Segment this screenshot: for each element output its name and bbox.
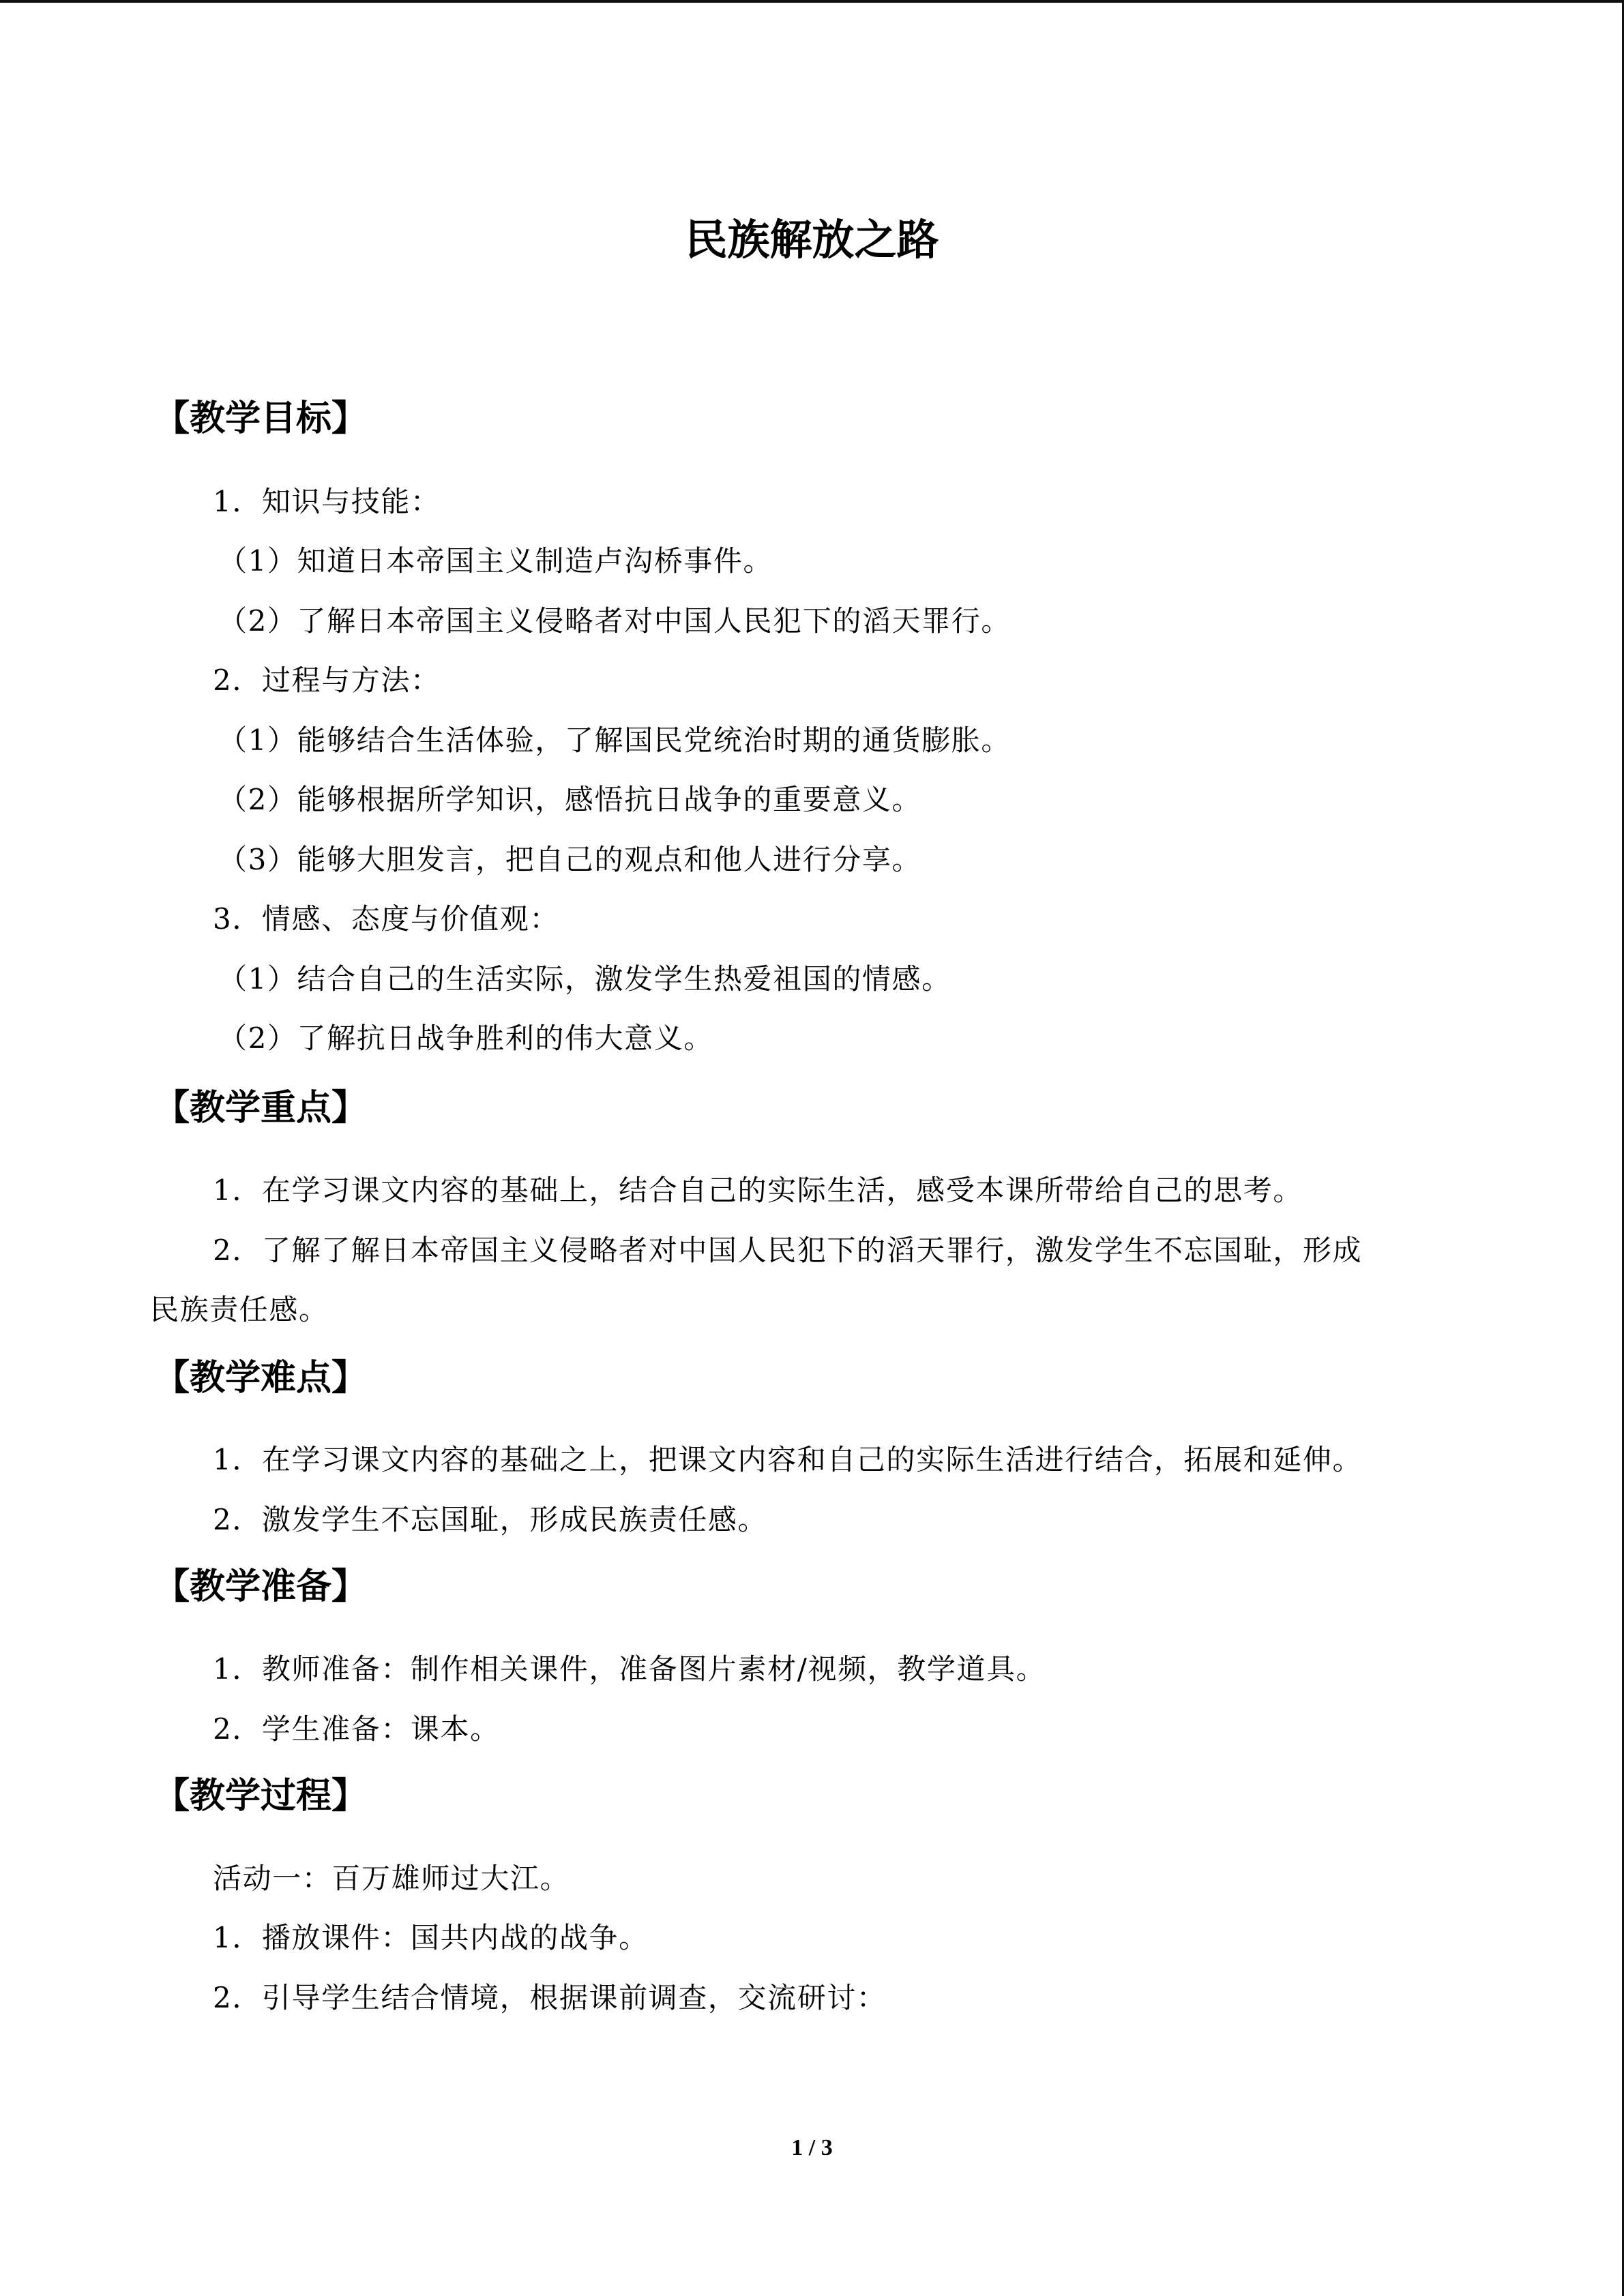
section-heading-preparation: 【教学准备】 [154, 1566, 368, 1607]
objective-line: 1．知识与技能： [213, 485, 441, 518]
objective-line: （2）了解日本帝国主义侵略者对中国人民犯下的滔天罪行。 [218, 604, 1011, 638]
document-title: 民族解放之路 [685, 215, 939, 265]
page-number: 1 / 3 [791, 2135, 833, 2160]
objective-line: （2）能够根据所学知识，感悟抗日战争的重要意义。 [218, 783, 922, 816]
objective-line: 3．情感、态度与价值观： [213, 902, 559, 936]
process-line: 1．播放课件：国共内战的战争。 [213, 1921, 649, 1954]
objective-line: （3）能够大胆发言，把自己的观点和他人进行分享。 [218, 843, 922, 876]
section-heading-difficulties: 【教学难点】 [154, 1357, 368, 1399]
preparation-line: 1．教师准备：制作相关课件，准备图片素材/视频，教学道具。 [213, 1652, 1046, 1686]
section-heading-key-points: 【教学重点】 [154, 1087, 368, 1129]
process-line: 活动一：百万雄师过大江。 [213, 1862, 570, 1895]
difficulty-line: 1．在学习课文内容的基础之上，把课文内容和自己的实际生活进行结合，拓展和延伸。 [213, 1443, 1363, 1476]
difficulty-line: 2．激发学生不忘国耻，形成民族责任感。 [213, 1503, 768, 1536]
objective-line: （2）了解抗日战争胜利的伟大意义。 [218, 1022, 713, 1055]
objective-line: （1）知道日本帝国主义制造卢沟桥事件。 [218, 544, 773, 578]
section-heading-process: 【教学过程】 [154, 1775, 368, 1817]
objective-line: （1）结合自己的生活实际，激发学生热爱祖国的情感。 [218, 962, 951, 996]
section-heading-objectives: 【教学目标】 [154, 398, 368, 439]
key-point-line-continuation: 民族责任感。 [150, 1293, 329, 1326]
objective-line: （1）能够结合生活体验，了解国民党统治时期的通货膨胀。 [218, 724, 1011, 757]
key-point-line: 2．了解了解日本帝国主义侵略者对中国人民犯下的滔天罪行，激发学生不忘国耻，形成 [213, 1234, 1363, 1267]
process-line: 2．引导学生结合情境，根据课前调查，交流研讨： [213, 1981, 887, 2014]
key-point-line: 1．在学习课文内容的基础上，结合自己的实际生活，感受本课所带给自己的思考。 [213, 1174, 1303, 1207]
objective-line: 2．过程与方法： [213, 664, 441, 697]
preparation-line: 2．学生准备：课本。 [213, 1712, 500, 1746]
